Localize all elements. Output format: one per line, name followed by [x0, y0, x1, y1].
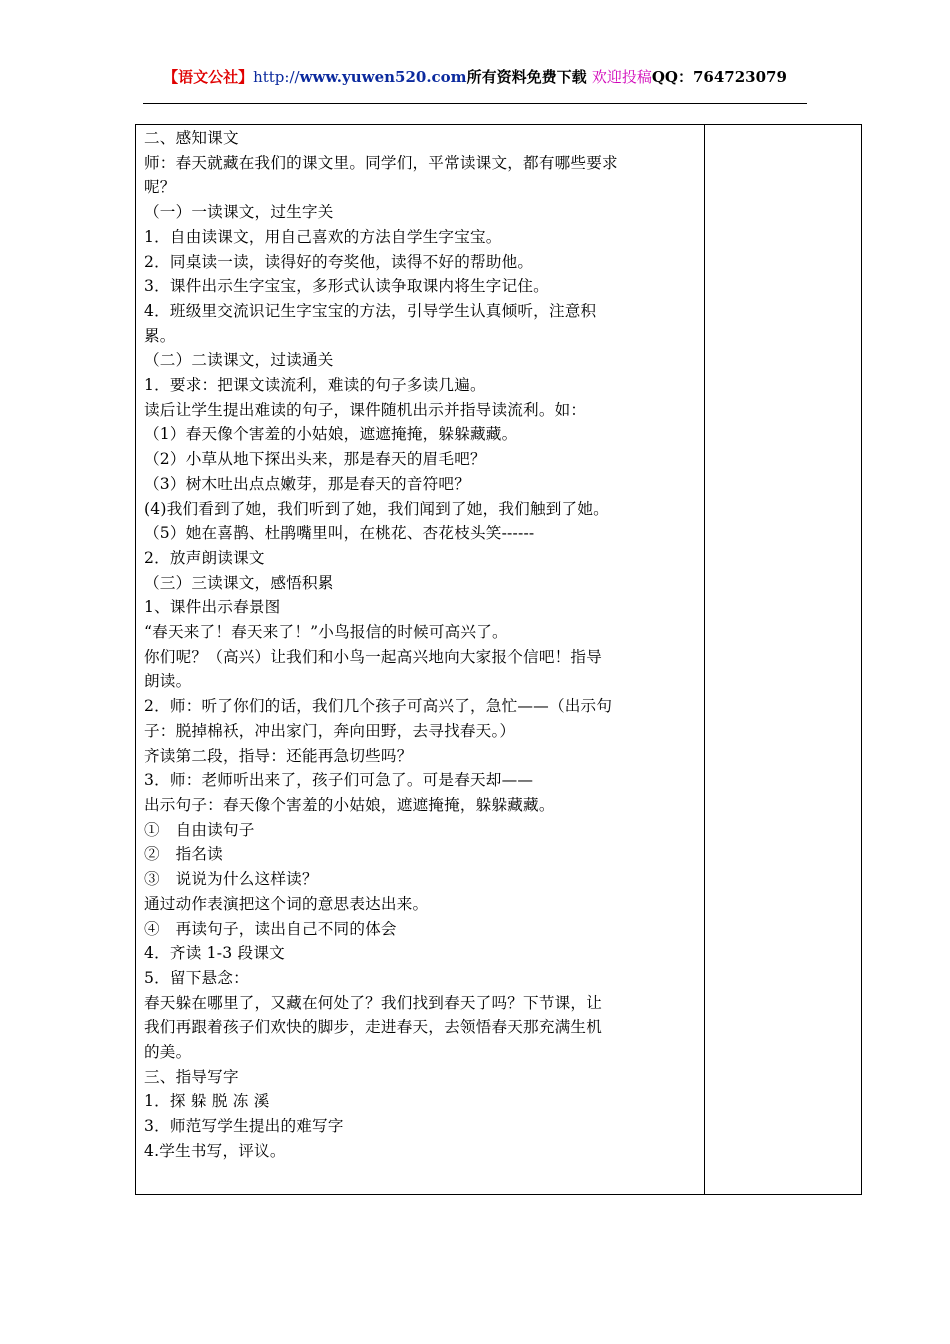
text-line: 通过动作表演把这个词的意思表达出来。: [144, 894, 429, 913]
text-line: 5．留下悬念：: [144, 968, 249, 987]
site-link[interactable]: [253, 68, 466, 86]
text-line: 朗读。: [144, 672, 192, 691]
text-line: 4.学生书写，评议。: [144, 1141, 286, 1160]
text-line: 二、感知课文: [144, 129, 239, 147]
text-line: （一）一读课文，过生字关: [144, 203, 334, 222]
url-prefix: http://: [253, 68, 300, 86]
text-line: 4．班级里交流识记生字宝宝的方法，引导学生认真倾听，注意积: [144, 301, 597, 320]
url-domain: www.yuwen520.com: [299, 68, 467, 86]
text-line: （二）二读课文，过读通关: [144, 351, 334, 370]
text-line: 2．同桌读一读，读得好的夸奖他，读得不好的帮助他。: [144, 252, 534, 271]
text-line: 3．师范写学生提出的难写字: [144, 1117, 344, 1136]
text-line: ① 自由读句子: [144, 820, 255, 839]
text-line: 2．师：听了你们的话，我们几个孩子可高兴了，急忙——（出示句: [144, 697, 613, 716]
text-line: 1．要求：把课文读流利，难读的句子多读几遍。: [144, 376, 486, 395]
text-line: 3．课件出示生字宝宝，多形式认读争取课内将生字记住。: [144, 277, 549, 296]
text-line: 我们再跟着孩子们欢快的脚步，走进春天，去领悟春天那充满生机: [144, 1018, 603, 1037]
text-line: 的美。: [144, 1043, 192, 1062]
text-line: 1、课件出示春景图: [144, 598, 281, 617]
text-line: （1）春天像个害羞的小姑娘，遮遮掩掩，躲躲藏藏。: [144, 425, 518, 444]
text-line: （5）她在喜鹊、杜鹃嘴里叫，在桃花、杏花枝头笑------: [144, 524, 535, 543]
text-line: 呢？: [144, 178, 176, 197]
page-header: [0, 66, 950, 87]
text-line: 齐读第二段，指导：还能再急切些吗？: [144, 746, 413, 765]
text-line: ② 指名读: [144, 845, 223, 864]
lesson-table: [135, 124, 862, 1195]
text-line: 你们呢？（高兴）让我们和小鸟一起高兴地向大家报个信吧！指导: [144, 647, 603, 666]
column-divider: [704, 125, 705, 1194]
text-line: 春天躲在哪里了，又藏在何处了？我们找到春天了吗？下节课，让: [144, 993, 603, 1012]
text-line: 子：脱掉棉袄，冲出家门，奔向田野，去寻找春天。）: [144, 721, 516, 740]
text-line: 2．放声朗读课文: [144, 548, 265, 567]
text-line: 1．自由读课文，用自己喜欢的方法自学生字宝宝。: [144, 227, 502, 246]
brand-name: 【语文公社】: [163, 68, 254, 86]
text-line: ④ 再读句子，读出自己不同的体会: [144, 919, 397, 938]
welcome-text: 欢迎投稿: [591, 68, 652, 86]
text-line: 读后让学生提出难读的句子，课件随机出示并指导读流利。如：: [144, 400, 587, 419]
text-line: 3．师：老师听出来了，孩子们可急了。可是春天却——: [144, 771, 534, 790]
text-line: “春天来了！春天来了！”小鸟报信的时候可高兴了。: [144, 623, 508, 642]
text-line: （2）小草从地下探出头来，那是春天的眉毛吧？: [144, 450, 486, 469]
text-line: （三）三读课文，感悟积累: [144, 573, 334, 592]
text-line: 4．齐读 1-3 段课文: [144, 944, 285, 963]
text-line: ③ 说说为什么这样读？: [144, 870, 318, 889]
lesson-content: [144, 126, 700, 1164]
text-line: 师：春天就藏在我们的课文里。同学们，平常读课文，都有哪些要求: [144, 153, 618, 172]
text-line: (4)我们看到了她，我们听到了她，我们闻到了她，我们触到了她。: [144, 499, 609, 518]
text-line: 累。: [144, 326, 176, 345]
header-rule: [143, 103, 807, 104]
text-line: 1．探 躲 脱 冻 溪: [144, 1092, 270, 1111]
text-line: 三、指导写字: [144, 1067, 239, 1086]
text-line: 出示句子：春天像个害羞的小姑娘，遮遮掩掩，躲躲藏藏。: [144, 795, 555, 814]
slogan: 所有资料免费下载: [466, 68, 587, 86]
text-line: （3）树木吐出点点嫩芽，那是春天的音符吧？: [144, 474, 470, 493]
qq-number: QQ：764723079: [651, 68, 787, 86]
